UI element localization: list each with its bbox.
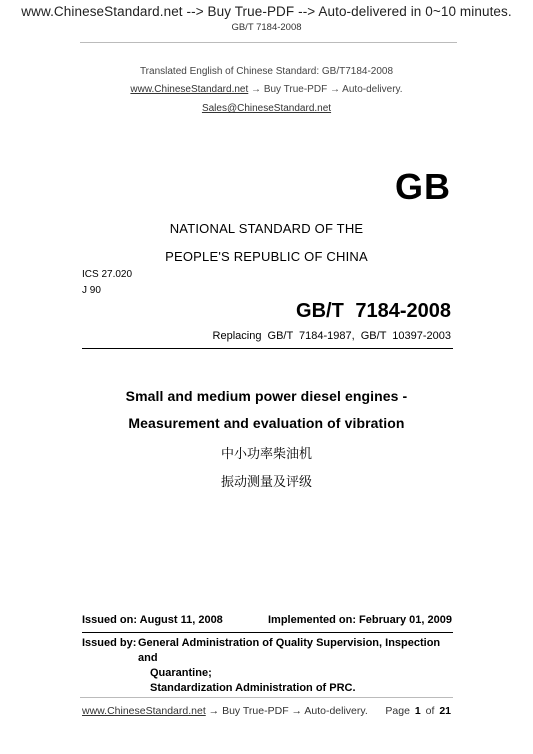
email-link[interactable]: Sales@ChineseStandard.net [201,103,332,114]
site-suffix: → Buy True-PDF → Auto-delivery. [251,84,403,95]
issued-by-label: Issued by: [82,637,137,649]
national-line-2: PEOPLE'S REPUBLIC OF CHINA [165,249,368,264]
page-indicator [385,705,451,717]
title-en-line-1: Small and medium power diesel engines - [125,388,408,404]
site-link[interactable]: www.ChineseStandard.net [130,84,249,95]
ics-code: ICS 27.020 [82,269,133,280]
title-en-line-2: Measurement and evaluation of vibration [128,415,405,431]
replacing-note: Replacing GB/T 7184-1987, GB/T 10397-2003 [212,330,451,342]
issued-by-line-1: General Administration of Quality Supervision, Inspection and [138,637,441,664]
site-note [0,84,533,95]
footer-divider [80,697,453,698]
gb-mark: GB [395,166,451,207]
page-total: 21 [439,705,451,717]
top-banner: www.ChineseStandard.net --> Buy True-PDF --> Auto-delivered in 0~10 minutes. [21,4,512,19]
doc-code-header: GB/T 7184-2008 [231,22,302,33]
page-of: of [425,705,435,717]
footer-site-link[interactable]: www.ChineseStandard.net [82,705,206,717]
email-note [0,103,533,114]
issued-on: Issued on: August 11, 2008 [82,614,223,626]
page-label: Page [385,705,410,717]
national-line-1: NATIONAL STANDARD OF THE [169,221,364,236]
header-divider [80,42,457,43]
standard-number: GB/T 7184-2008 [296,300,451,322]
title-cn-line-2: 振动测量及评级 [220,475,312,490]
title-cn-line-1: 中小功率柴油机 [220,447,312,462]
issued-by-block [82,636,454,696]
ccs-code: J 90 [82,285,101,296]
translated-note: Translated English of Chinese Standard: GB/T7184-2008 [139,66,394,77]
footer-note [82,705,368,717]
issued-by-line-2: Quarantine; [150,667,212,679]
dates-divider [82,632,453,633]
issued-by-line-3: Standardization Administration of PRC. [150,682,356,694]
title-divider [82,348,453,349]
implemented-on: Implemented on: February 01, 2009 [267,614,452,626]
footer-site-suffix: → Buy True-PDF → Auto-delivery. [208,705,368,717]
page-current: 1 [414,705,421,717]
